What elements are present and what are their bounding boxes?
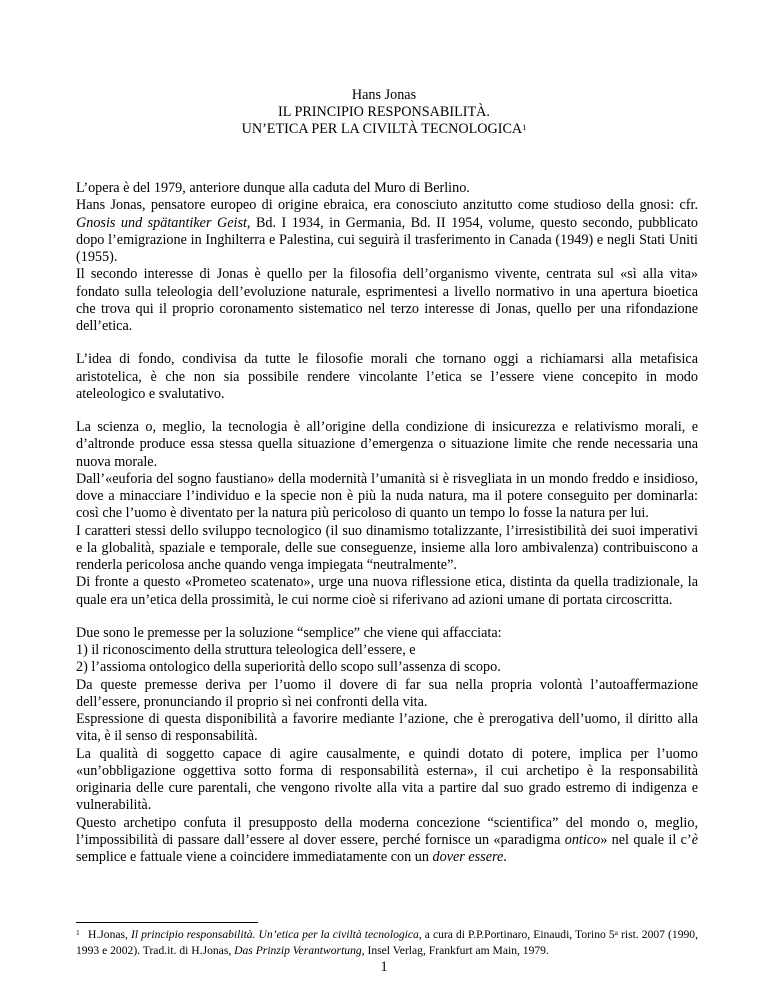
paragraph: Da queste premesse deriva per l’uomo il dovere di far sua nella propria volontà l’autoaffermazione dell’essere, pronunciando il proprio sì nei confronti della vita. xyxy=(76,676,698,710)
document-title: IL PRINCIPIO RESPONSABILITÀ. xyxy=(278,104,490,121)
footnote-number: 1 xyxy=(76,928,80,937)
document-header xyxy=(0,87,768,139)
paragraph xyxy=(76,815,698,867)
document-body xyxy=(76,180,698,866)
paragraph: Due sono le premesse per la soluzione “semplice” che viene qui affacciata: xyxy=(76,624,502,641)
paragraph: I caratteri stessi dello sviluppo tecnologico (il suo dinamismo totalizzante, l’irresistibilità dei suoi imperativi e la globalità, spaziale e temporale, delle sue conseguenze, insieme alla loro ambivalenza) contribuiscono a renderla pericolosa anche quando venga impiegata “neutralmente”. xyxy=(76,522,698,573)
footnote-separator xyxy=(76,922,258,923)
footnote-text: , a cura di P.P.Portinaro, Einaudi, Torino 5 xyxy=(418,928,615,941)
list-item: 1) il riconoscimento della struttura teleologica dell’essere, e xyxy=(76,642,416,658)
footnote-italic-title: Il principio responsabilità. Un’etica per la civiltà tecnologica xyxy=(130,928,419,941)
paragraph: Dall’«euforia del sogno faustiano» della modernità l’umanità si è risvegliata in un mondo freddo e insidioso, dove a minacciare l’individuo e la specie non è più la nuda natura, ma il potere conseguito per dominarla: così che l’uomo è diventato per la natura più pericoloso di quanto un tempo lo fosse la natura per lui. xyxy=(76,470,698,522)
text-run: . xyxy=(503,849,507,865)
list-item: 2) l’assioma ontologico della superiorità dello scopo sull’assenza di scopo. xyxy=(76,659,501,676)
footnote-superscript: a xyxy=(614,928,618,937)
footnote-text: rist. 2007 (1990, 1993 e 2002). Trad.it. di H.Jonas, xyxy=(76,928,698,957)
footnote-text: H.Jonas, xyxy=(88,928,131,941)
text-run: semplice e fattuale viene a coincidere immediatamente con un xyxy=(76,849,433,865)
footnote-text: , Insel Verlag, Frankfurt am Main, 1979. xyxy=(361,943,549,957)
footnote-reference[interactable]: 1 xyxy=(522,122,527,133)
text-run: Hans Jonas, pensatore europeo di origine ebraica, era conosciuto anzitutto come studioso della gnosi: cfr. xyxy=(76,197,698,214)
document-subtitle xyxy=(0,121,768,138)
footnote xyxy=(76,927,698,958)
text-run: , Bd. I 1934, in Germania, Bd. II 1954, volume, questo secondo, pubblicato dopo l’emigrazione in Inghilterra e Palestina, cui seguirà il trasferimento in Canada (1949) e negli Stati Uniti (1955). xyxy=(76,214,699,265)
italic-word: è xyxy=(691,831,698,848)
paragraph xyxy=(76,197,698,266)
paragraph: L’idea di fondo, condivisa da tutte le filosofie morali che tornano oggi a richiamarsi alla metafisica aristotelica, è che non sia possibile rendere vincolante l’etica se l’essere viene concepito in modo ateleologico e svalutativo. xyxy=(76,351,698,402)
author-name: Hans Jonas xyxy=(351,87,417,103)
footnote-italic-title: Das Prinzip Verantwortung xyxy=(234,943,362,957)
paragraph: La qualità di soggetto capace di agire causalmente, e quindi dotato di potere, implica per l’uomo «un’obbligazione oggettiva sotto forma di responsabilità esterna», il cui archetipo è la responsabilità originaria delle cure parentali, che vengono rivolte alla vita a partire dal suo grado estremo di indigenza e vulnerabilità. xyxy=(76,745,698,814)
italic-title: Gnosis und spätantiker Geist xyxy=(76,214,247,231)
italic-word: ontico xyxy=(564,831,601,848)
subtitle-text: UN’ETICA PER LA CIVILTÀ TECNOLOGICA xyxy=(241,121,523,138)
paragraph: Espressione di questa disponibilità a favorire mediante l’azione, che è prerogativa dell’uomo, il diritto alla vita, è il senso di responsabilità. xyxy=(76,711,698,745)
paragraph: L’opera è del 1979, anteriore dunque alla caduta del Muro di Berlino. xyxy=(76,180,470,196)
paragraph: Di fronte a questo «Prometeo scatenato», urge una nuova riflessione etica, distinta da quella tradizionale, la quale era un’etica della prossimità, le cui norme cioè si riferivano ad azioni umane di portata circoscritta. xyxy=(76,574,698,608)
italic-word: dover essere xyxy=(432,849,504,865)
text-run: » nel quale il c’ xyxy=(600,831,692,848)
text-run: Questo archetipo confuta il presupposto della moderna concezione “scientifica” del mondo o, meglio, l’impossibilità di passare dall’essere al dover essere, perché fornisce un «paradigma xyxy=(76,814,698,848)
paragraph: Il secondo interesse di Jonas è quello per la filosofia dell’organismo vivente, centrata sul «sì alla vita» fondato sulla teleologia dell’evoluzione naturale, esprimentesi a livello normativo in una apertura bioetica che trova qui il proprio coronamento sistematico nel terzo interesse di Jonas, quello per una rifondazione dell’etica. xyxy=(76,266,698,334)
page-number: 1 xyxy=(380,959,388,975)
paragraph: La scienza o, meglio, la tecnologia è all’origine della condizione di insicurezza e relativismo morali, e d’altronde produce essa stessa quella situazione d’emergenza o situazione limite che rende necessaria una nuova morale. xyxy=(76,419,698,470)
